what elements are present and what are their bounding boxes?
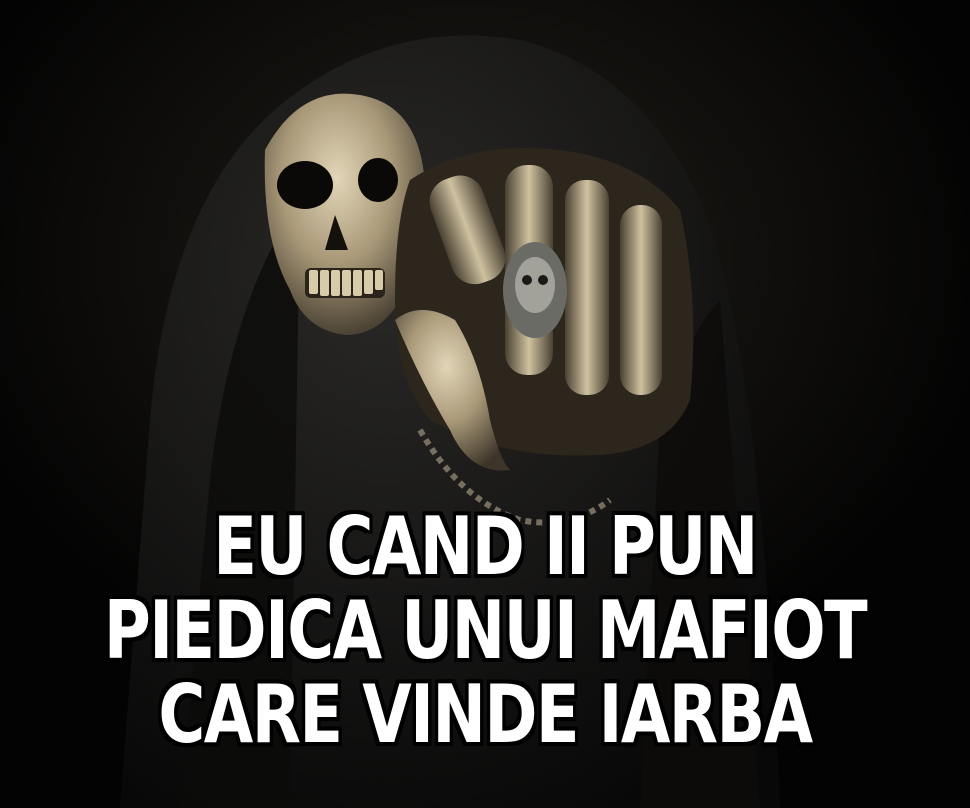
- bony-fist: [395, 148, 693, 471]
- meme-caption: [97, 500, 873, 761]
- caption-line-2: PIEDICA UNUI MAFIOT: [103, 584, 867, 677]
- caption-line-1: EU CAND II PUN: [213, 500, 757, 593]
- caption-line-3: CARE VINDE IARBA: [158, 668, 812, 761]
